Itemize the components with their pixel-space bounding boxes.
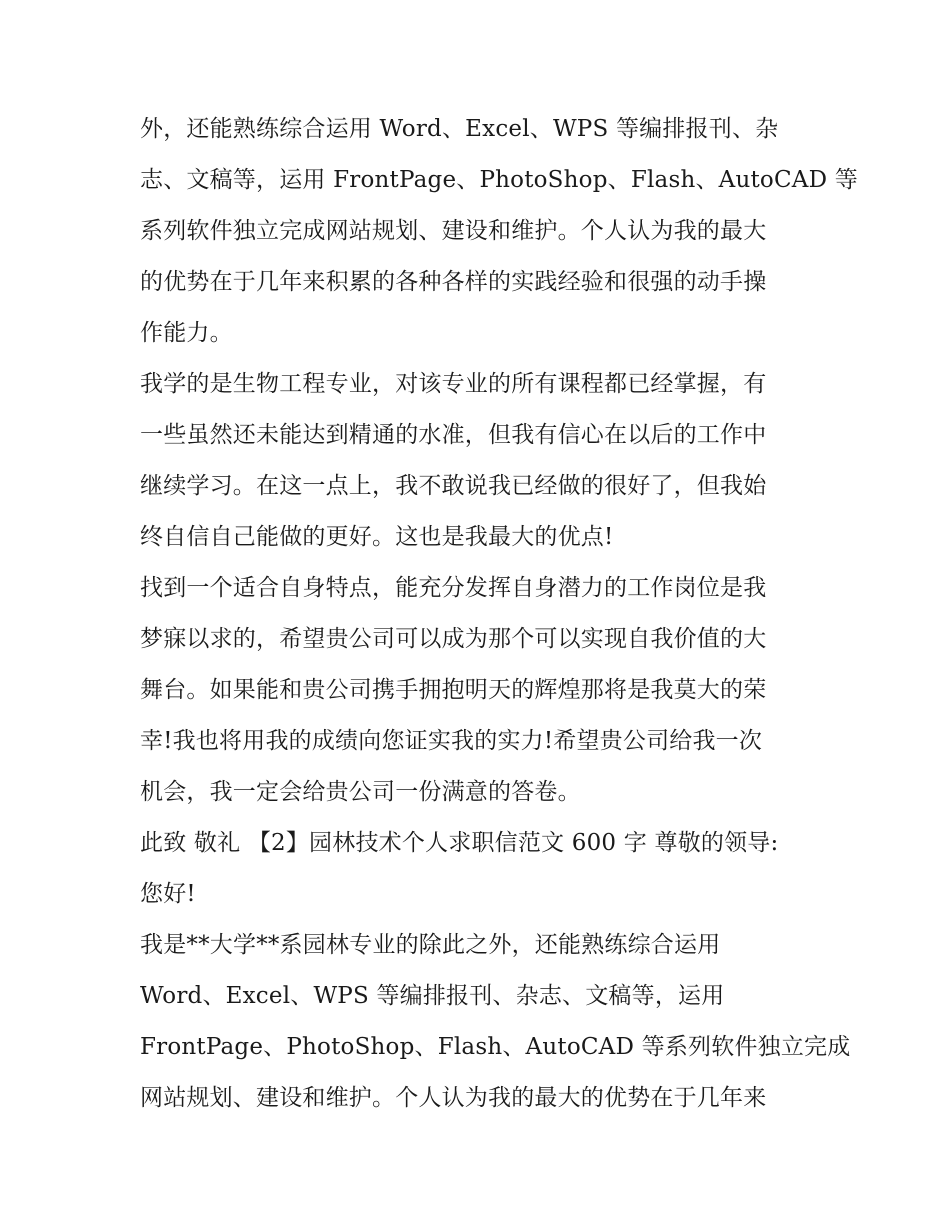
text-line: 作能力。 (140, 320, 233, 346)
text-line: 梦寐以求的，希望贵公司可以成为那个可以实现自我价值的大 (140, 626, 767, 652)
text-line: 机会，我一定会给贵公司一份满意的答卷。 (140, 779, 581, 805)
text-line: 我学的是生物工程专业，对该专业的所有课程都已经掌握，有 (140, 371, 767, 397)
text-line: 此致 敬礼 【2】园林技术个人求职信范文 600 字 尊敬的领导: (140, 830, 779, 856)
text-line: 舞台。如果能和贵公司携手拥抱明天的辉煌那将是我莫大的荣 (140, 677, 767, 703)
text-line: 您好! (140, 881, 196, 907)
text-line: 系列软件独立完成网站规划、建设和维护。个人认为我的最大 (140, 218, 767, 244)
text-line: 外，还能熟练综合运用 Word、Excel、WPS 等编排报刊、杂 (140, 116, 779, 142)
text-line: 志、文稿等，运用 FrontPage、PhotoShop、Flash、AutoCAD 等 (140, 167, 858, 193)
text-line: Word、Excel、WPS 等编排报刊、杂志、文稿等，运用 (140, 983, 725, 1009)
document-body (140, 104, 858, 1124)
text-line: 终自信自己能做的更好。这也是我最大的优点! (140, 524, 614, 550)
text-line: 找到一个适合自身特点，能充分发挥自身潜力的工作岗位是我 (140, 575, 767, 601)
text-line: 的优势在于几年来积累的各种各样的实践经验和很强的动手操 (140, 269, 767, 295)
text-line: 我是**大学**系园林专业的除此之外，还能熟练综合运用 (140, 932, 721, 958)
text-line: FrontPage、PhotoShop、Flash、AutoCAD 等系列软件独立完成 (140, 1034, 851, 1060)
text-line: 网站规划、建设和维护。个人认为我的最大的优势在于几年来 (140, 1085, 767, 1111)
text-line: 继续学习。在这一点上，我不敢说我已经做的很好了，但我始 (140, 473, 767, 499)
text-line: 一些虽然还未能达到精通的水准，但我有信心在以后的工作中 (140, 422, 767, 448)
text-line: 幸!我也将用我的成绩向您证实我的实力!希望贵公司给我一次 (140, 728, 763, 754)
